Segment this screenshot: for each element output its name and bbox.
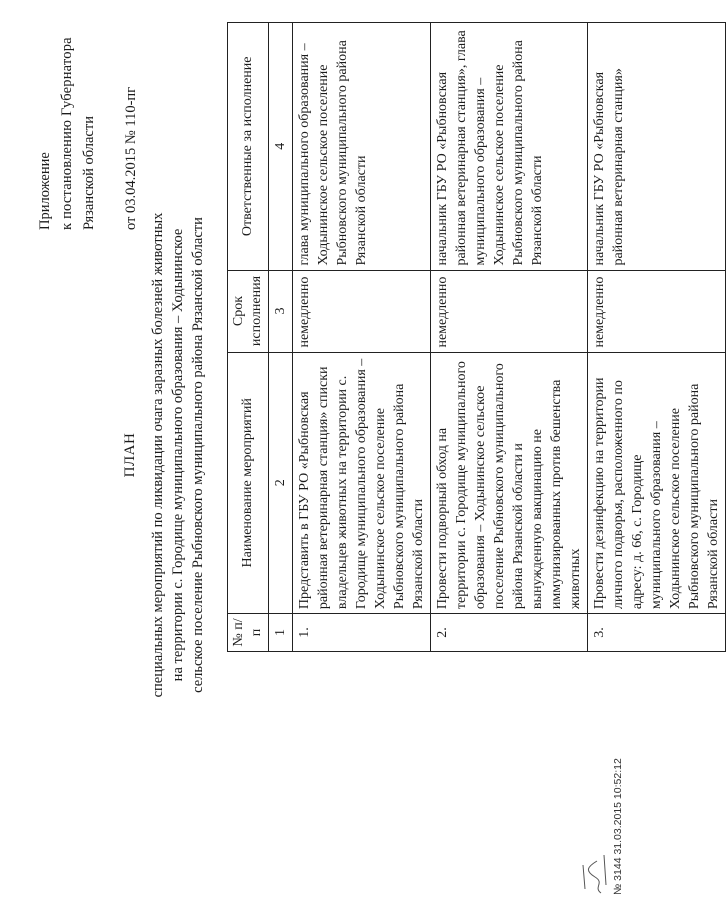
column-number: 1 [269,614,293,652]
header-responsible: Ответственные за исполнение [228,23,269,271]
plan-heading: ПЛАН [122,432,138,478]
measure-term: немедленно [293,270,431,352]
measure-name: Провести дезинфекцию на территории личного подворья, расположенного по адресу: д. 66, с. Городище муниципального образования – Ходынинское сельское поселение Рыбновского муниципального района Рязанской области [588,352,726,614]
column-number: 3 [269,270,293,352]
column-number: 2 [269,352,293,614]
column-number: 4 [269,23,293,271]
table-row [293,23,431,652]
measures-table [227,22,726,652]
row-number: 2. [431,614,588,652]
header-term: Срок исполнения [228,270,269,352]
table-row [431,23,588,652]
measure-responsible: глава муниципального образования – Ходынинское сельское поселение Рыбновского муниципального района Рязанской области [293,23,431,271]
table-row [588,23,726,652]
plan-title-block [120,175,208,735]
measure-responsible: начальник ГБУ РО «Рыбновская районная ветеринарная станция», глава муниципального образования – Ходынинское сельское поселение Рыбновского муниципального района Рязанской области [431,23,588,271]
plan-title-line-3: сельское поселение Рыбновского муниципального района Рязанской области [190,217,206,693]
header-name: Наименование мероприятий [228,352,269,614]
appendix-date-line: от 03.04.2015 № 110-пг [123,86,139,230]
row-number: 1. [293,614,431,652]
appendix-line-3: Рязанской области [81,116,97,230]
measure-responsible: начальник ГБУ РО «Рыбновская районная ветеринарная станция» [588,23,726,271]
measure-name: Представить в ГБУ РО «Рыбновская районная ветеринарная станция» списки владельцев животных на территории с. Городище муниципального образования – Ходынинское сельское поселение Рыбновского муниципального района Рязанской области [293,352,431,614]
header-num: № п/п [228,614,269,652]
measure-name: Провести подворный обход на территории с. Городище муниципального образования – Ходынинское сельское поселение Рыбновского муниципального района Рязанской области и вынужденную вакцинацию не иммунизированных против бешенства животных [431,352,588,614]
registration-stamp: № 3144 31.03.2015 10:52:12 [612,758,624,895]
handwritten-mark [575,851,609,895]
plan-title-line-2: на территории с. Городище муниципального образования – Ходынинское [170,228,186,682]
plan-title-line-1: специальных мероприятий по ликвидации очага заразных болезней животных [150,212,166,698]
table-header-row [228,23,269,652]
column-number-row [269,23,293,652]
row-number: 3. [588,614,726,652]
measure-term: немедленно [588,270,726,352]
appendix-line-1: Приложение [37,152,53,230]
measure-term: немедленно [431,270,588,352]
appendix-line-2: к постановлению Губернатора [59,37,75,230]
